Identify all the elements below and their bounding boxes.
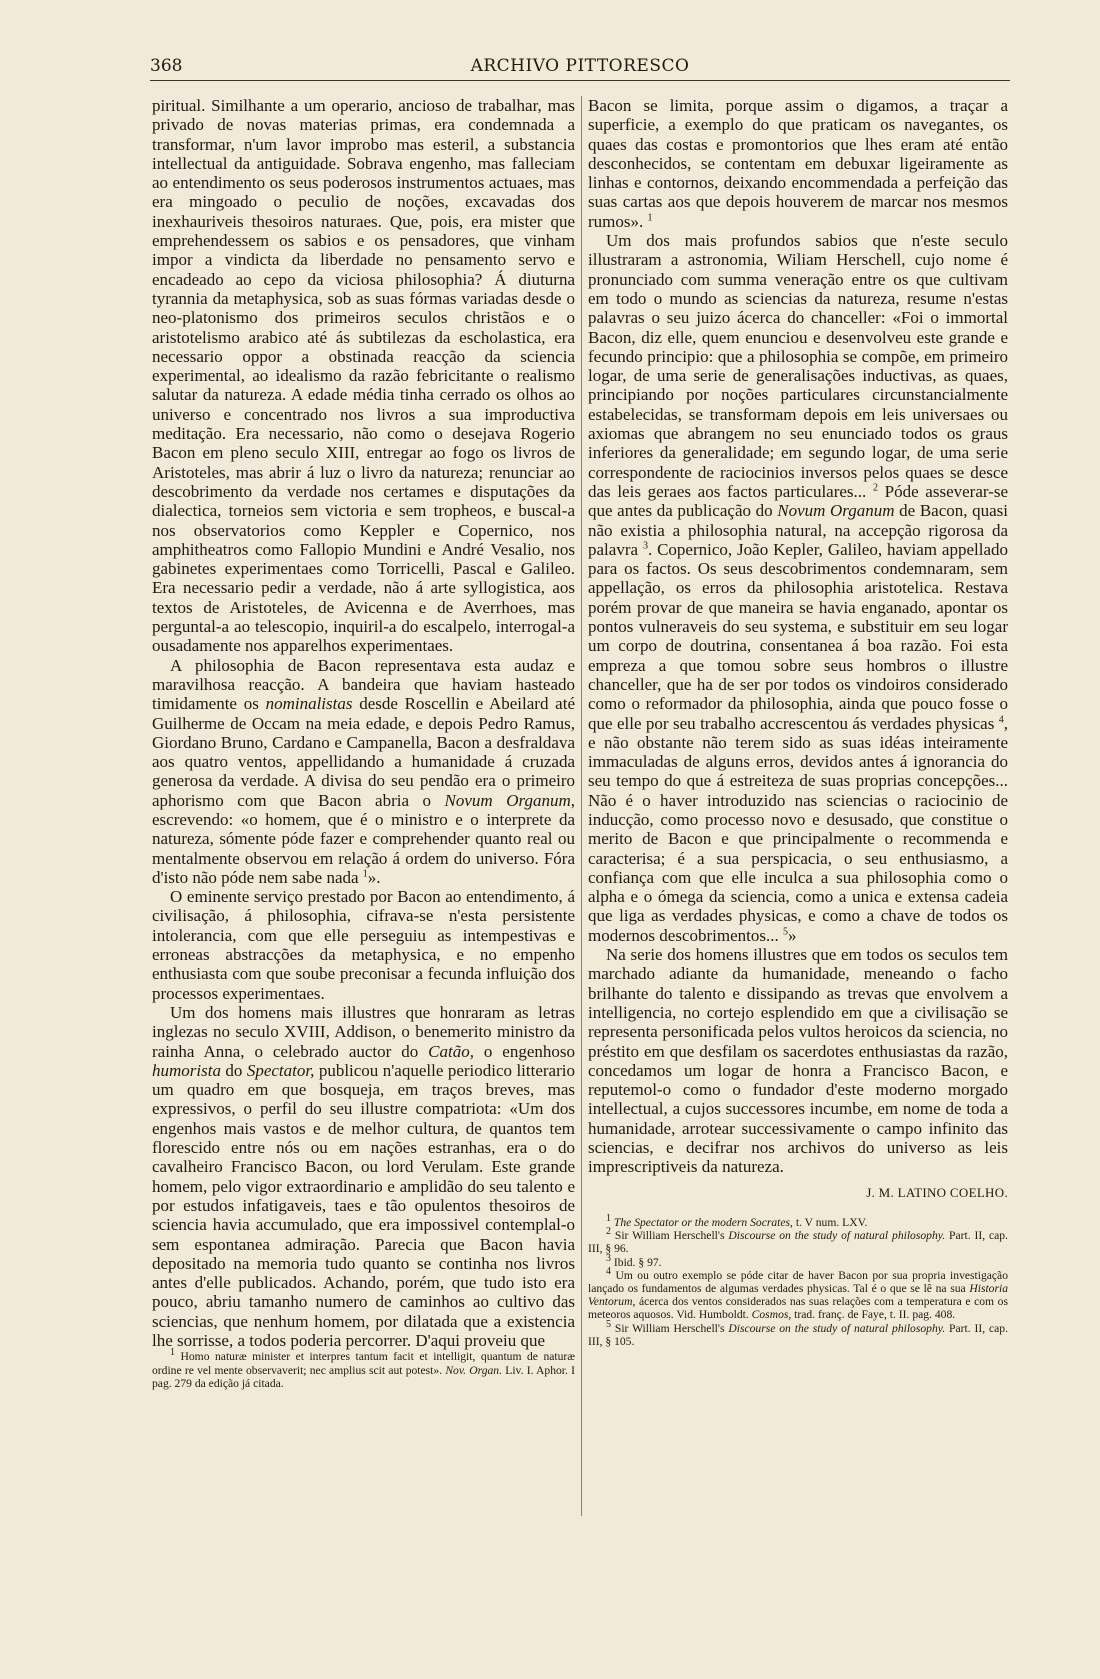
footnote-right-1: 1 The Spectator or the modern Socrates, t. V num. LXV. bbox=[606, 1213, 868, 1229]
left-paragraph-3: O eminente serviço prestado por Bacon ao entendimento, á civilisação, á philosophia, cifrava-se n'esta persistente intolerancia, com que elle perseguiu as intempestivas e erroneas abstracções da metaphysica, e no empenho enthusiasta com que soube preconisar a fecunda influição dos processos experimentaes. bbox=[152, 887, 575, 1003]
right-paragraph-3: Na serie dos homens illustres que em todos os seculos tem marchado adiante da humanidade, meneando o facho brilhante do talento e dissipando as trevas que envolvem a intelligencia, no cortejo esplendido em que a civilisação se representa personificada pelos vultos heroicos da sciencia, no préstito em que desfilam os sacerdotes enthusiastas da razão, concedamos um logar de honra a Francisco Bacon, e reputemol-o como o fundador d'este moderno morgado intellectual, a cujos successores incumbe, em nome de toda a humanidade, arrotear successivamente o campo infinito das sciencias, e decifrar nos archivos do universo as leis imprescriptiveis da natureza. bbox=[588, 945, 1008, 1177]
running-title: ARCHIVO PITTORESCO bbox=[470, 56, 690, 76]
left-column bbox=[152, 96, 575, 1390]
left-paragraph-1: piritual. Similhante a um operario, ancioso de trabalhar, mas privado de novas materias primas, era condemnada a transformar, n'um lavor improbo mas esteril, a substancia intellectual da antiguidade. Sobrava engenho, mas falleciam ao entendimento os seus poderosos instrumentos actuaes, mas era mingoado o peculio de noções, excavadas dos inexhauriveis thesoiros naturaes. Que, pois, era mister que emprehendessem os sabios e os pensadores, que vinham impor a vindicta da liberdade no pensamento servo e encadeado ao cepo da viciosa philosophia? Á diuturna tyrannia da metaphysica, sob as suas fórmas variadas desde o neo-platonismo dos primeiros seculos christãos e o aristotelismo arabico até ás subtilezas da escholastica, era necessario oppor a obstinada reacção da sciencia experimental, ao idealismo da razão febricitante o realismo salutar da natureza. A edade média tinha cerrado os olhos ao universo e concentrado nos livros a sua improductiva meditação. Era necessario, não como o desejava Rogerio Bacon em pleno seculo XIII, entregar ao fogo os livros de Aristoteles, mas abrir á luz o livro da natureza; renunciar ao descobrimento da verdade nos certames e disputações da dialectica, torneios sem victoria e sem tropheos, e buscal-a nos observatorios como Keppler e Copernico, nos amphitheatros como Fallopio Mundini e André Vesalio, nos gabinetes experimentaes como Torricelli, Pascal e Galileo. Era necessario pedir a verdade, não á arte syllogistica, aos textos de Aristoteles, de Avicenna e de Averrhoes, mas perguntal-a ao telescopio, inquiril-a do escalpelo, interrogal-a ousadamente nos apparelhos experimentaes. bbox=[152, 96, 575, 656]
column-divider bbox=[581, 96, 582, 1516]
right-paragraph-2: Um dos mais profundos sabios que n'este seculo illustraram a astronomia, Wiliam Herschell, cujo nome é pronunciado com summa veneração entre os que cultivam em todo o mundo as sciencias da natureza, resume n'estas palavras o seu juizo ácerca do chanceller: «Foi o immortal Bacon, diz elle, quem enunciou e desenvolveu este grande e fecundo principio: que a philosophia se compõe, em primeiro logar, de uma serie de generalisações inductivas, as quaes, principiando por noções particulares circunstancialmente estabelecidas, se transformam depois em leis universaes ou axiomas que abrangem no seu enunciado todos os graus inferiores da generalidade; em segundo logar, de uma serie correspondente de raciocinios inversos pelos quaes se desce das leis geraes aos factos particulares... $^2$ Póde asseverar-se que antes da publicação do Novum Organum de Bacon, quasi não existia a philosophia natural, na accepção rigorosa da palavra $^3$. Copernico, João Kepler, Galileo, haviam appellado para os factos. Os seus descobrimentos condemnaram, sem appellação, os erros da philosophia aristotelica. Restava porém provar de que maneira se havia enganado, apontar os pontos vulneraveis do seu systema, e substituir em seu logar um corpo de doutrina, consentanea á boa razão. Foi esta empreza a que tomou sobre seus hombros o illustre chanceller, que ha de ser por todos os vindoiros considerado como o reformador da philosophia, ainda que pouco fosse o que elle por seu trabalho accrescentou ás verdades physicas $^4$, e não obstante não terem sido as suas idéas inteiramente immaculadas de alguns erros, devidos antes á ignorancia do seu tempo do que á estreiteza de suas proprias concepções... Não é o haver introduzido nas sciencias o raciocinio de inducção, como processo novo e desusado, que constitue o merito de Bacon e que principalmente o recommenda e caracterisa; é a sua perspicacia, o seu enthusiasmo, a confiança com que elle inculca a sua philosophia como o alpha e o ómega da sciencia, como a unica e extensa cadeia que liga as verdades physicas, e como a chave de todos os modernos descobrimentos... $^5$» bbox=[588, 231, 1009, 945]
header-rule bbox=[150, 80, 1010, 81]
page-number: 368 bbox=[150, 56, 183, 76]
left-paragraph-4: Um dos homens mais illustres que honraram as letras inglezas no seculo XVIII, Addison, o benemerito ministro da rainha Anna, o celebrado auctor do Catão, o engenhoso humorista do Spectator, publicou n'aquelle periodico litterario um quadro em que bosqueja, em traços breves, mas expressivos, o perfil do seu illustre compatriota: «Um dos engenhos mais vastos e de melhor cultura, de quantos tem florescido entre nós ou em nações estranhas, era o do cavalheiro Francisco Bacon, ou lord Verulam. Este grande homem, pelo vigor extraordinario e amplidão do seu talento e por estudos infatigaveis, taes e tão opulentos thesoiros de sciencia havia accumulado, que era impossivel contemplal-o sem espontanea admiração. Parecia que Bacon havia depositado na memoria tudo quanto se continha nos livros antes d'elle publicados. Achando, porém, que tudo isto era pouco, abriu tamanho numero de caminhos ao cultivo das sciencias, que nenhum homem, por dilatada que a existencia lhe sorrisse, a todos poderia percorrer. D'aqui proveiu que bbox=[152, 1002, 575, 1350]
author-signature: J. M. LATINO COELHO. bbox=[866, 1184, 1008, 1200]
footnote-right-2: 2 Sir William Herschell's Discourse on the study of natural philosophy. Part. II, cap. III, § 96. bbox=[588, 1226, 1008, 1256]
right-paragraph-1: Bacon se limita, porque assim o digamos, a traçar a superficie, a exemplo do que praticam os navegantes, os quaes das costas e promontorios que lhes eram até então desconhecidos, se contentam em debuxar ligeiramente as linhas e contornos, deixando encommendada a perfeição das suas cartas aos que depois houverem de marcar nos mesmos rumos». $^1$ bbox=[588, 96, 1008, 231]
footnote-right-3: 3 Ibid. § 97. bbox=[606, 1252, 662, 1269]
footnote-left-1: 1 Homo naturæ minister et interpres tantum facit et intelligit, quantum de naturæ ordine re vel mente observaverit; nec amplius scit aut potest». Nov. Organ. Liv. I. Aphor. I pag. 279 da edição já citada. bbox=[152, 1347, 576, 1390]
running-header bbox=[150, 52, 1010, 80]
footnote-right-5: 5 Sir William Herschell's Discourse on the study of natural philosophy. Part. II, cap. III, § 105. bbox=[588, 1318, 1008, 1348]
footnote-right-4: 4 Um ou outro exemplo se póde citar de haver Bacon por sua propria investigação lançado os fundamentos de algumas verdades physicas. Tal é o que se lê na sua Historia Ventorum, ácerca dos ventos considerados nas suas relações com a temperatura e com os meteoros aquosos. Vid. Humboldt. Cosmos, trad. franç. de Faye, t. II. pag. 408. bbox=[588, 1265, 1008, 1322]
left-paragraph-2: A philosophia de Bacon representava esta audaz e maravilhosa reacção. A bandeira que haviam hasteado timidamente os nominalistas desde Roscellin e Abeilard até Guilherme de Occam na meia edade, e depois Pedro Ramus, Giordano Bruno, Cardano e Campanella, Bacon a desfraldava aos quatro ventos, appellidando a humanidade á cruzada generosa da verdade. A divisa do seu pendão era o primeiro aphorismo com que Bacon abria o Novum Organum, escrevendo: «o homem, que é o ministro e o interprete da natureza, sómente póde fazer e comprehender quanto real ou mentalmente observou em relação á ordem do universo. Fóra d'isto não póde nem sabe nada $^1$». bbox=[152, 655, 575, 887]
right-column bbox=[588, 96, 1008, 1348]
